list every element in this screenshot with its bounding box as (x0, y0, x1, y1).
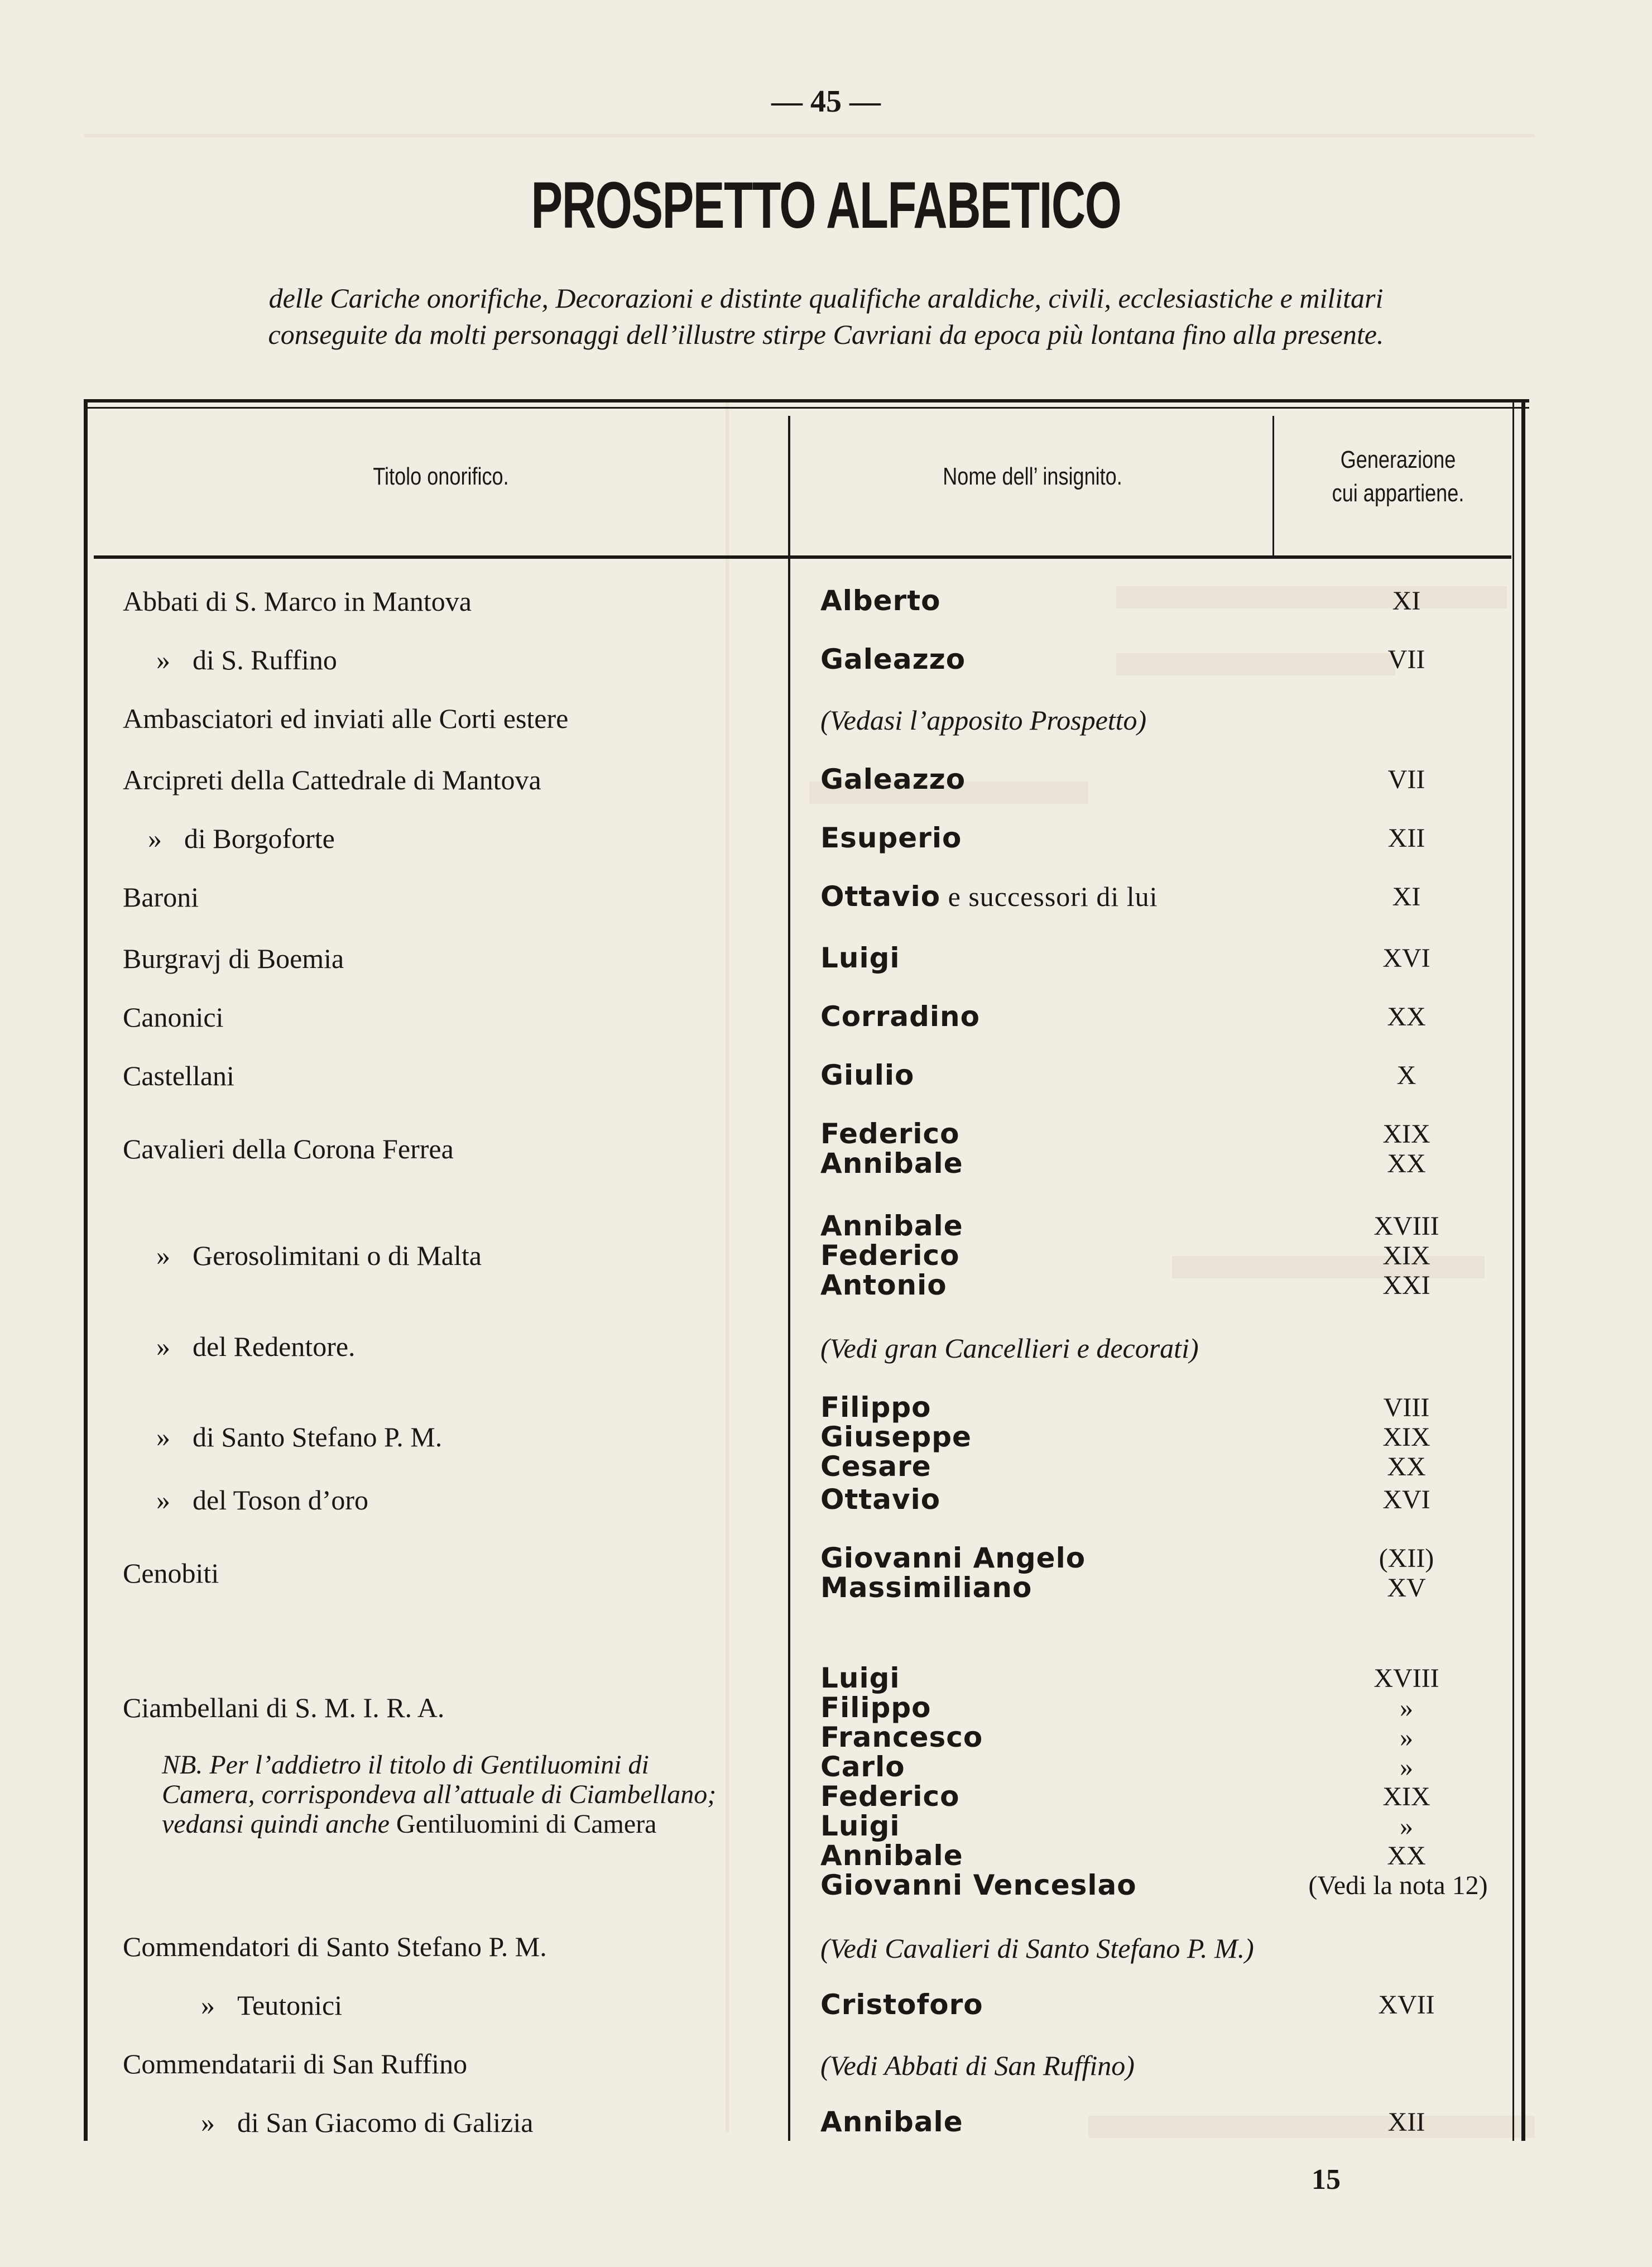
row-generations (1284, 765, 1529, 794)
ditto-mark: » (156, 1240, 170, 1271)
generation-value: XVIII (1374, 1211, 1439, 1241)
generation-value: VII (1387, 645, 1425, 674)
generation-value: (Vedi la nota 12) (1308, 1871, 1488, 1900)
row-title-text: Gerosolimitani o di Malta (193, 1240, 482, 1271)
row-title: Burgravj di Boemia (123, 943, 344, 974)
cross-reference: (Vedi Abbati di San Ruffino) (820, 2050, 1135, 2081)
generation-value: X (1396, 1061, 1416, 1090)
row-title (156, 1422, 442, 1452)
insignee-name: Giovanni Venceslao (820, 1869, 1137, 1901)
row-names (820, 586, 1289, 616)
table-top-rule (84, 399, 1529, 402)
row-generations (1284, 1393, 1529, 1482)
row-names (820, 1990, 1289, 2020)
insignee-name: Annibale (820, 1839, 963, 1872)
insignee-name: Alberto (820, 584, 941, 617)
generation-value: XX (1387, 1452, 1426, 1482)
row-title: Commendatori di Santo Stefano P. M. (123, 1931, 547, 1962)
insignee-name: Annibale (820, 1147, 963, 1180)
insignee-name: Ottavio e successori di lui (820, 880, 1158, 913)
insignee-name: Ottavio (820, 1483, 941, 1516)
row-title (201, 1990, 342, 2020)
row-generations (1284, 882, 1529, 912)
row-title (156, 1240, 482, 1271)
insignee-name: Luigi (820, 942, 900, 974)
row-title: Baroni (123, 881, 199, 913)
insignee-name: Filippo (820, 1691, 931, 1724)
insignee-name: Antonio (820, 1269, 947, 1301)
row-title: Ciambellani di S. M. I. R. A. (123, 1692, 445, 1723)
row-title-text: di San Giacomo di Galizia (237, 2107, 534, 2138)
row-title: Cenobiti (123, 1557, 219, 1589)
row-generations (1284, 2107, 1529, 2137)
row-names (820, 2107, 1289, 2137)
ditto-mark: » (201, 2107, 215, 2138)
row-generations (1284, 1485, 1529, 1514)
row-names (820, 703, 1289, 735)
generation-value: » (1400, 1811, 1413, 1841)
insignee-name: Federico (820, 1780, 960, 1813)
row-title: Cavalieri della Corona Ferrea (123, 1133, 454, 1164)
generation-value: XX (1387, 1002, 1426, 1032)
generation-value: » (1400, 1693, 1413, 1723)
row-names (820, 1002, 1289, 1032)
row-title: Commendatarii di San Ruffino (123, 2048, 468, 2079)
row-names (820, 1061, 1289, 1090)
row-title (156, 1485, 368, 1515)
row-generations (1284, 586, 1529, 616)
generation-value: » (1400, 1752, 1413, 1782)
generation-value: (XII) (1379, 1544, 1434, 1573)
table-left-rule (84, 399, 88, 2141)
row-generations (1284, 1990, 1529, 2020)
row-names (820, 1544, 1289, 1603)
generation-value: XIX (1382, 1119, 1430, 1149)
row-names (820, 1664, 1289, 1900)
row-title: Abbati di S. Marco in Mantova (123, 586, 472, 617)
row-title-text: Teutonici (237, 1990, 343, 2021)
generation-value: XI (1392, 882, 1421, 912)
cross-reference: (Vedi Cavalieri di Santo Stefano P. M.) (820, 1933, 1254, 1964)
insignee-name: Francesco (820, 1721, 983, 1753)
row-names (820, 645, 1289, 674)
ditto-mark: » (156, 644, 170, 675)
name-suffix: e successori di lui (940, 881, 1158, 912)
insignee-name: Cesare (820, 1450, 931, 1483)
column-divider-name (788, 416, 790, 2141)
generation-value: XVII (1378, 1990, 1435, 2020)
header-bottom-rule (94, 555, 1511, 559)
generation-value: VII (1387, 765, 1425, 794)
row-title: Canonici (123, 1001, 224, 1033)
insignee-name: Filippo (820, 1391, 931, 1424)
row-names (820, 1931, 1289, 1963)
row-title-text: di Santo Stefano P. M. (193, 1421, 443, 1453)
generation-value: XX (1387, 1841, 1426, 1871)
row-title (156, 1331, 356, 1362)
subtitle-line-2: conseguite da molti personaggi dell’illustre stirpe Cavriani da epoca più lontana fino alla presente. (268, 319, 1384, 350)
row-names (820, 1393, 1289, 1482)
insignee-name: Carlo (820, 1751, 905, 1783)
generation-value: » (1400, 1723, 1413, 1752)
row-generations (1284, 1211, 1529, 1300)
generation-value: XII (1387, 2107, 1425, 2137)
generation-value: XI (1392, 586, 1421, 616)
row-names (820, 1331, 1289, 1363)
row-title: Castellani (123, 1060, 234, 1091)
cross-reference: (Vedi gran Cancellieri e decorati) (820, 1333, 1199, 1364)
row-title-text: del Redentore. (193, 1331, 356, 1362)
generation-value: XVI (1382, 943, 1430, 973)
row-names (820, 1211, 1289, 1300)
row-title (156, 645, 337, 675)
insignee-name: Esuperio (820, 822, 962, 854)
honors-table (84, 399, 1529, 2141)
row-names (820, 882, 1289, 912)
generation-value: XIX (1382, 1241, 1430, 1271)
row-names (820, 1119, 1289, 1178)
insignee-name: Galeazzo (820, 643, 966, 675)
generation-value: XXI (1382, 1271, 1430, 1300)
row-title: Ambasciatori ed inviati alle Corti estere (123, 703, 569, 734)
table-top-rule-thin (84, 407, 1529, 409)
column-divider-generation (1272, 416, 1274, 558)
row-generations (1284, 823, 1529, 853)
row-generations (1284, 1664, 1529, 1900)
row-title (148, 823, 335, 854)
generation-value: XX (1387, 1149, 1426, 1178)
insignee-name: Giulio (820, 1059, 915, 1091)
insignee-name: Luigi (820, 1662, 900, 1694)
ditto-mark: » (201, 1990, 215, 2021)
insignee-name: Giovanni Angelo (820, 1542, 1086, 1574)
row-title-text: di S. Ruffino (193, 644, 337, 675)
insignee-name: Luigi (820, 1810, 900, 1842)
ditto-mark: » (156, 1331, 170, 1362)
insignee-name: Cristoforo (820, 1988, 983, 2021)
nb-prefix: NB. (162, 1750, 203, 1780)
header-generation-2: cui appartiene. (1332, 480, 1464, 507)
page-title: PROSPETTO ALFABETICO (531, 169, 1121, 242)
page-number: — 45 — (771, 84, 881, 119)
insignee-name: Annibale (820, 2106, 963, 2138)
generation-value: XV (1387, 1573, 1426, 1603)
row-title (201, 2107, 533, 2137)
generation-value: XVI (1382, 1485, 1430, 1514)
row-generations (1284, 1061, 1529, 1090)
row-title: Arcipreti della Cattedrale di Mantova (123, 764, 541, 795)
cross-reference: (Vedasi l’apposito Prospetto) (820, 704, 1147, 736)
nb-italic-text: Per l’addietro il titolo di Gentiluomini di Camera, corrispondeva all’attuale di Ciambellano; vedansi quindi anche (162, 1750, 717, 1839)
row-generations (1284, 943, 1529, 973)
row-names (820, 943, 1289, 973)
row-names (820, 765, 1289, 794)
insignee-name: Corradino (820, 1000, 980, 1033)
row-title-text: del Toson d’oro (193, 1484, 368, 1516)
insignee-name: Giuseppe (820, 1421, 972, 1453)
row-generations (1284, 1119, 1529, 1178)
subtitle-line-1: delle Cariche onorifiche, Decorazioni e distinte qualifiche araldiche, civili, ecclesiastiche e militari (268, 282, 1384, 314)
row-generations (1284, 1002, 1529, 1032)
header-name: Nome dell’ insignito. (943, 463, 1122, 490)
generation-value: XIX (1382, 1782, 1430, 1811)
generation-value: XVIII (1374, 1664, 1439, 1693)
row-names (820, 1485, 1289, 1514)
row-names (820, 823, 1289, 853)
generation-value: XII (1387, 823, 1425, 853)
header-title: Titolo onorifico. (373, 463, 509, 490)
row-title-text: di Borgoforte (184, 823, 335, 854)
row-generations (1284, 1544, 1529, 1603)
nb-plain-text: Gentiluomini di Camera (396, 1809, 657, 1839)
insignee-name: Massimiliano (820, 1571, 1032, 1604)
row-names (820, 2049, 1289, 2081)
insignee-name: Federico (820, 1118, 960, 1150)
ditto-mark: » (156, 1421, 170, 1453)
ditto-mark: » (148, 823, 162, 854)
insignee-name: Galeazzo (820, 763, 966, 795)
generation-value: XIX (1382, 1422, 1430, 1452)
row-generations (1284, 645, 1529, 674)
insignee-name: Federico (820, 1239, 960, 1272)
signature-number: 15 (1312, 2164, 1341, 2196)
insignee-name: Annibale (820, 1210, 963, 1242)
generation-value: VIII (1383, 1393, 1430, 1422)
header-generation-1: Generazione (1340, 446, 1456, 473)
nb-note (162, 1750, 726, 1839)
ditto-mark: » (156, 1484, 170, 1516)
